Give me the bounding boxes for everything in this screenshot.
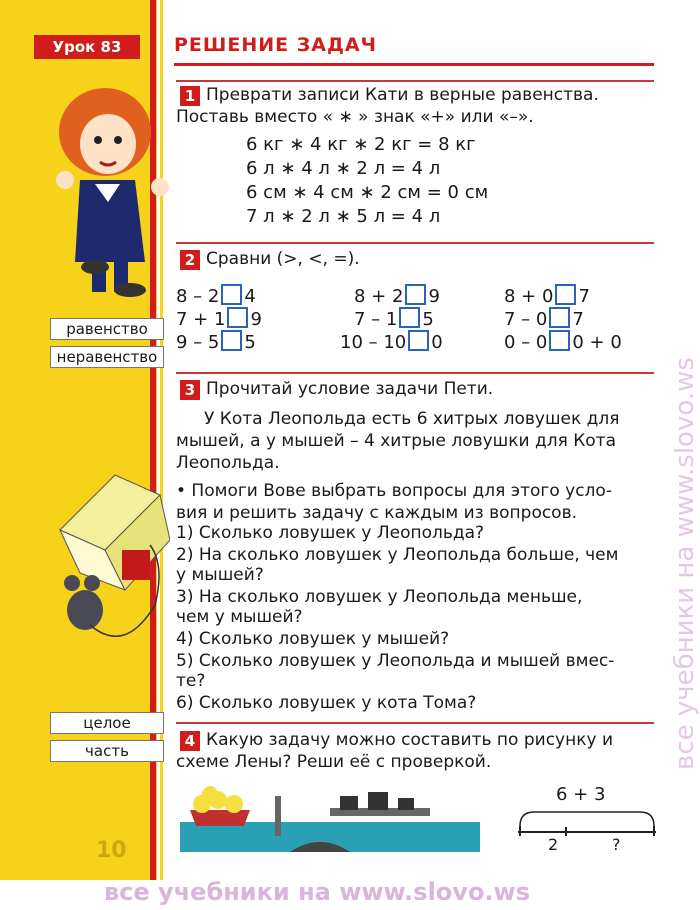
task1-line-2: 6 л ∗ 4 л ∗ 2 л = 4 л bbox=[246, 158, 441, 179]
task4-number: 4 bbox=[180, 731, 200, 751]
task3-question: те? bbox=[176, 671, 206, 691]
compare-item: 7 + 1 9 bbox=[176, 309, 262, 330]
compare-item: 0 – 0 0 + 0 bbox=[504, 332, 622, 353]
page-title: РЕШЕНИЕ ЗАДАЧ bbox=[174, 34, 377, 56]
compare-item: 9 – 5 5 bbox=[176, 332, 256, 353]
task3-question: 6) Сколько ловушек у кота Тома? bbox=[176, 693, 477, 713]
answer-box[interactable] bbox=[408, 330, 429, 351]
task2-divider bbox=[176, 242, 654, 244]
task3-story-2: мышей, а у мышей – 4 хитрые ловушки для Кота bbox=[176, 431, 616, 451]
task3-question: у мышей? bbox=[176, 565, 264, 585]
answer-box[interactable] bbox=[227, 307, 248, 328]
compare-item: 8 + 0 7 bbox=[504, 286, 590, 307]
task4-text-1: Какую задачу можно составить по рисунку и bbox=[206, 730, 613, 750]
task3-divider bbox=[176, 372, 654, 374]
trap-mouse-illustration bbox=[30, 455, 170, 675]
compare-item: 7 – 1 5 bbox=[354, 309, 434, 330]
task1-line-4: 7 л ∗ 2 л ∗ 5 л = 4 л bbox=[246, 206, 441, 227]
task3-text: Прочитай условие задачи Пети. bbox=[206, 379, 494, 399]
task3-question: 2) На сколько ловушек у Леопольда больше, чем bbox=[176, 545, 619, 565]
footer-watermark: все учебники на www.slovo.ws bbox=[104, 878, 530, 906]
task1-divider bbox=[176, 80, 654, 82]
task1-line-3: 6 см ∗ 4 см ∗ 2 см = 0 см bbox=[246, 182, 489, 203]
compare-item: 8 + 2 9 bbox=[354, 286, 440, 307]
answer-box[interactable] bbox=[221, 284, 242, 305]
compare-item: 10 – 10 0 bbox=[340, 332, 443, 353]
page-number: 10 bbox=[96, 838, 127, 863]
task1-text2: Поставь вместо « ∗ » знак «+» или «–». bbox=[176, 107, 534, 127]
task3-question: 4) Сколько ловушек у мышей? bbox=[176, 629, 450, 649]
task2-text: Сравни (>, <, =). bbox=[206, 249, 360, 269]
task3-question: 1) Сколько ловушек у Леопольда? bbox=[176, 523, 485, 543]
answer-box[interactable] bbox=[555, 284, 576, 305]
scheme-right-label: ? bbox=[612, 835, 621, 854]
task2-number: 2 bbox=[180, 250, 200, 270]
label-neravenstvo: неравенство bbox=[50, 346, 164, 368]
task3-help-2: вия и решить задачу с каждым из вопросов. bbox=[176, 503, 578, 523]
task3-question: чем у мышей? bbox=[176, 607, 303, 627]
scale-illustration bbox=[180, 782, 480, 862]
answer-box[interactable] bbox=[405, 284, 426, 305]
scheme-top-label: 6 + 3 bbox=[556, 784, 606, 805]
answer-box[interactable] bbox=[549, 330, 570, 351]
task3-story-1: У Кота Леопольда есть 6 хитрых ловушек для bbox=[204, 409, 620, 429]
task4-divider bbox=[176, 722, 654, 724]
answer-box[interactable] bbox=[221, 330, 242, 351]
task1-number: 1 bbox=[180, 86, 200, 106]
scheme-diagram bbox=[514, 806, 660, 836]
compare-item: 7 – 0 7 bbox=[504, 309, 584, 330]
task1-line-1: 6 кг ∗ 4 кг ∗ 2 кг = 8 кг bbox=[246, 134, 476, 155]
task3-number: 3 bbox=[180, 380, 200, 400]
task3-question: 3) На сколько ловушек у Леопольда меньше, bbox=[176, 587, 583, 607]
task3-question: 5) Сколько ловушек у Леопольда и мышей вмес- bbox=[176, 651, 615, 671]
title-underline bbox=[174, 63, 654, 66]
label-tseloe: целое bbox=[50, 712, 164, 734]
task3-story-3: Леопольда. bbox=[176, 453, 280, 473]
answer-box[interactable] bbox=[399, 307, 420, 328]
task3-help-1: • Помоги Вове выбрать вопросы для этого усло- bbox=[176, 481, 612, 501]
label-ravenstvo: равенство bbox=[50, 318, 164, 340]
task1-text1: Преврати записи Кати в верные равенства. bbox=[206, 85, 599, 105]
task4-text-2: схеме Лены? Реши её с проверкой. bbox=[176, 752, 492, 772]
girl-illustration bbox=[50, 62, 180, 302]
answer-box[interactable] bbox=[549, 307, 570, 328]
label-chast: часть bbox=[50, 740, 164, 762]
compare-item: 8 – 2 4 bbox=[176, 286, 256, 307]
scheme-left-label: 2 bbox=[548, 835, 559, 854]
side-watermark: все учебники на www.slovo.ws bbox=[670, 357, 700, 770]
lesson-tab: Урок 83 bbox=[34, 35, 140, 59]
